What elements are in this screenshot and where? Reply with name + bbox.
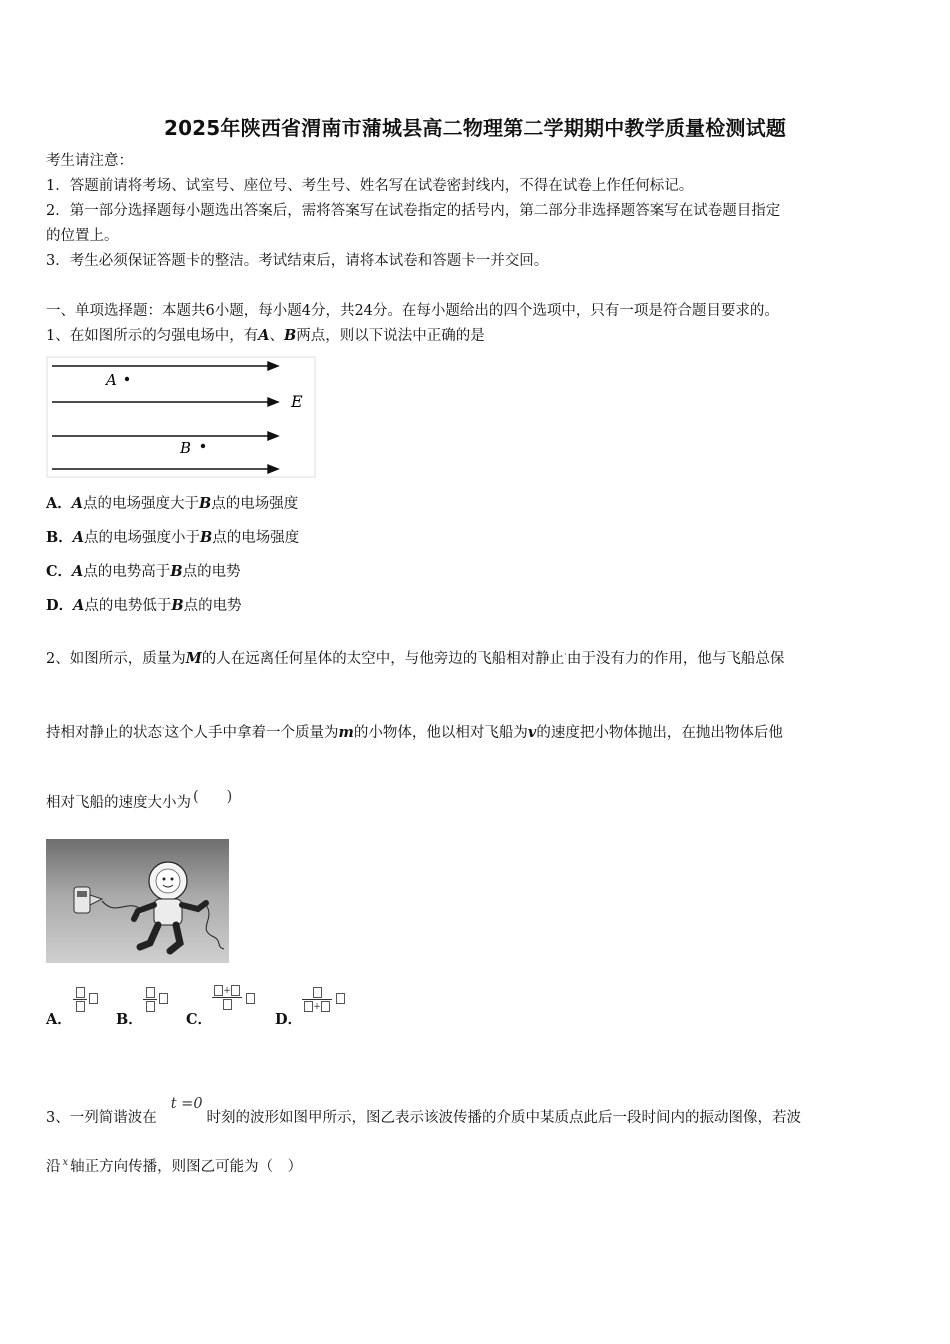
q2-option-c-symbol <box>246 993 255 1004</box>
option-text: 点的电场强度小于 <box>84 530 201 546</box>
option-text: 点的电势高于 <box>83 564 171 580</box>
option-var: B <box>171 597 184 614</box>
q2-text: 由于没有力的作用，他与飞船总保 <box>566 651 785 667</box>
section-heading: 一、单项选择题：本题共6小题，每小题4分，共24分。在每小题给出的四个选项中，只有一项是符合题目要求的。 <box>46 303 779 319</box>
notice-heading: 考生请注意： <box>46 153 133 169</box>
q2-line-2 <box>46 720 783 742</box>
q1-option-a[interactable] <box>46 495 298 513</box>
field-arrow-1 <box>268 362 278 370</box>
option-text: 点的电场强度 <box>212 530 300 546</box>
q2-option-d-fraction: + <box>302 987 332 1012</box>
q2-option-b-fraction <box>143 987 157 1012</box>
q1-option-d[interactable] <box>46 597 242 615</box>
option-var: B <box>199 495 212 512</box>
option-var: B <box>170 563 183 580</box>
q2-line-1 <box>46 646 784 668</box>
q2-option-c-fraction: + <box>212 985 242 1010</box>
astronaut-figure <box>46 839 229 963</box>
q2-option-d-symbol <box>336 993 345 1004</box>
q3-text: 时刻的波形如图甲所示，图乙表示该波传播的介质中某质点此后一段时间内的振动图像，若波 <box>206 1110 802 1126</box>
q1-var-a: A <box>258 327 270 344</box>
q3-math-t0: t =0 <box>170 1096 203 1112</box>
field-arrow-3 <box>268 432 278 440</box>
point-b-label: B <box>180 439 192 457</box>
q3-line-1 <box>46 1096 802 1127</box>
option-text: 点的电势低于 <box>84 598 172 614</box>
field-arrow-4 <box>268 465 278 473</box>
figure-border <box>47 357 315 477</box>
option-key: C． <box>46 563 73 580</box>
notice-item-1: 1．答题前请将考场、试室号、座位号、考生号、姓名写在试卷密封线内，不得在试卷上作任何标记。 <box>46 178 694 194</box>
electric-field-figure <box>46 356 316 478</box>
option-text: 点的电势 <box>183 598 242 614</box>
q2-option-b[interactable]: B． <box>116 1011 143 1028</box>
q2-var-small-m: m <box>338 724 354 741</box>
q1-option-b[interactable] <box>46 529 299 547</box>
q2-option-a-symbol <box>89 993 98 1004</box>
option-key: B． <box>46 529 73 546</box>
q2-text: 的人在远离任何星体的太空中，与他旁边的飞船相对静止 <box>201 651 565 667</box>
q2-line-3 <box>46 789 233 812</box>
q2-text: 相对飞船的速度大小为 <box>46 795 191 811</box>
q1-var-b: B <box>284 327 297 344</box>
notice-item-2-cont: 的位置上。 <box>46 228 119 244</box>
option-var: B <box>200 529 213 546</box>
option-key: D． <box>46 597 74 614</box>
point-a-dot <box>125 377 129 381</box>
option-key: A． <box>46 495 72 512</box>
q2-dot: · <box>564 650 567 659</box>
q3-line-2 <box>46 1158 302 1178</box>
q1-sep: 、 <box>269 328 284 344</box>
notice-item-2: 2．第一部分选择题每小题选出答案后，需将答案写在试卷指定的括号内，第二部分非选择题答案写在试卷题目指定 <box>46 203 781 219</box>
q2-dot: · <box>162 724 165 733</box>
q2-option-a-fraction <box>73 987 87 1012</box>
q2-text: 持相对静止的状态 <box>46 725 162 741</box>
q3-text: 沿 <box>46 1159 61 1175</box>
option-text: 点的电场强度大于 <box>83 496 200 512</box>
q2-option-c[interactable]: C． <box>186 1011 213 1028</box>
option-var: A <box>73 597 85 614</box>
q2-var-m: M <box>185 650 202 667</box>
q3-text: 轴正方向传播，则图乙可能为（ ） <box>70 1159 303 1175</box>
q2-option-a[interactable]: A． <box>46 1011 72 1028</box>
field-e-label: E <box>291 392 303 411</box>
q3-text: 3、一列简谐波在 <box>46 1110 157 1126</box>
q2-text: 的小物体，他以相对飞船为 <box>353 725 528 741</box>
option-var: A <box>71 495 84 512</box>
q2-option-b-symbol <box>159 993 168 1004</box>
point-b-dot <box>201 444 205 448</box>
q3-math-x: x <box>62 1157 69 1168</box>
q2-text: 2、如图所示，质量为 <box>46 651 186 667</box>
option-text: 点的电势 <box>182 564 241 580</box>
q1-option-c[interactable] <box>46 563 241 581</box>
q2-text: 的速度把小物体抛出，在抛出物体后他 <box>536 725 783 741</box>
option-text: 点的电场强度 <box>211 496 299 512</box>
q2-var-v: v <box>527 724 537 741</box>
page-title: 2025年陕西省渭南市蒲城县高二物理第二学期期中教学质量检测试题 <box>163 116 787 140</box>
q2-option-d[interactable]: D． <box>275 1011 303 1028</box>
option-var: A <box>72 529 85 546</box>
q1-stem-pre: 1、在如图所示的匀强电场中，有 <box>46 328 259 344</box>
q1-stem <box>46 327 485 345</box>
space-background <box>46 839 229 963</box>
field-arrow-2 <box>268 398 278 406</box>
q2-text: 这个人手中拿着一个质量为 <box>164 725 339 741</box>
notice-item-3: 3．考生必须保证答题卡的整洁。考试结束后，请将本试卷和答题卡一并交回。 <box>46 253 549 269</box>
q1-stem-post: 两点，则以下说法中正确的是 <box>296 328 485 344</box>
q2-bracket-left: ( <box>193 789 199 805</box>
q2-bracket-right: ) <box>226 789 233 805</box>
point-a-label: A <box>106 371 117 389</box>
option-var: A <box>72 563 84 580</box>
